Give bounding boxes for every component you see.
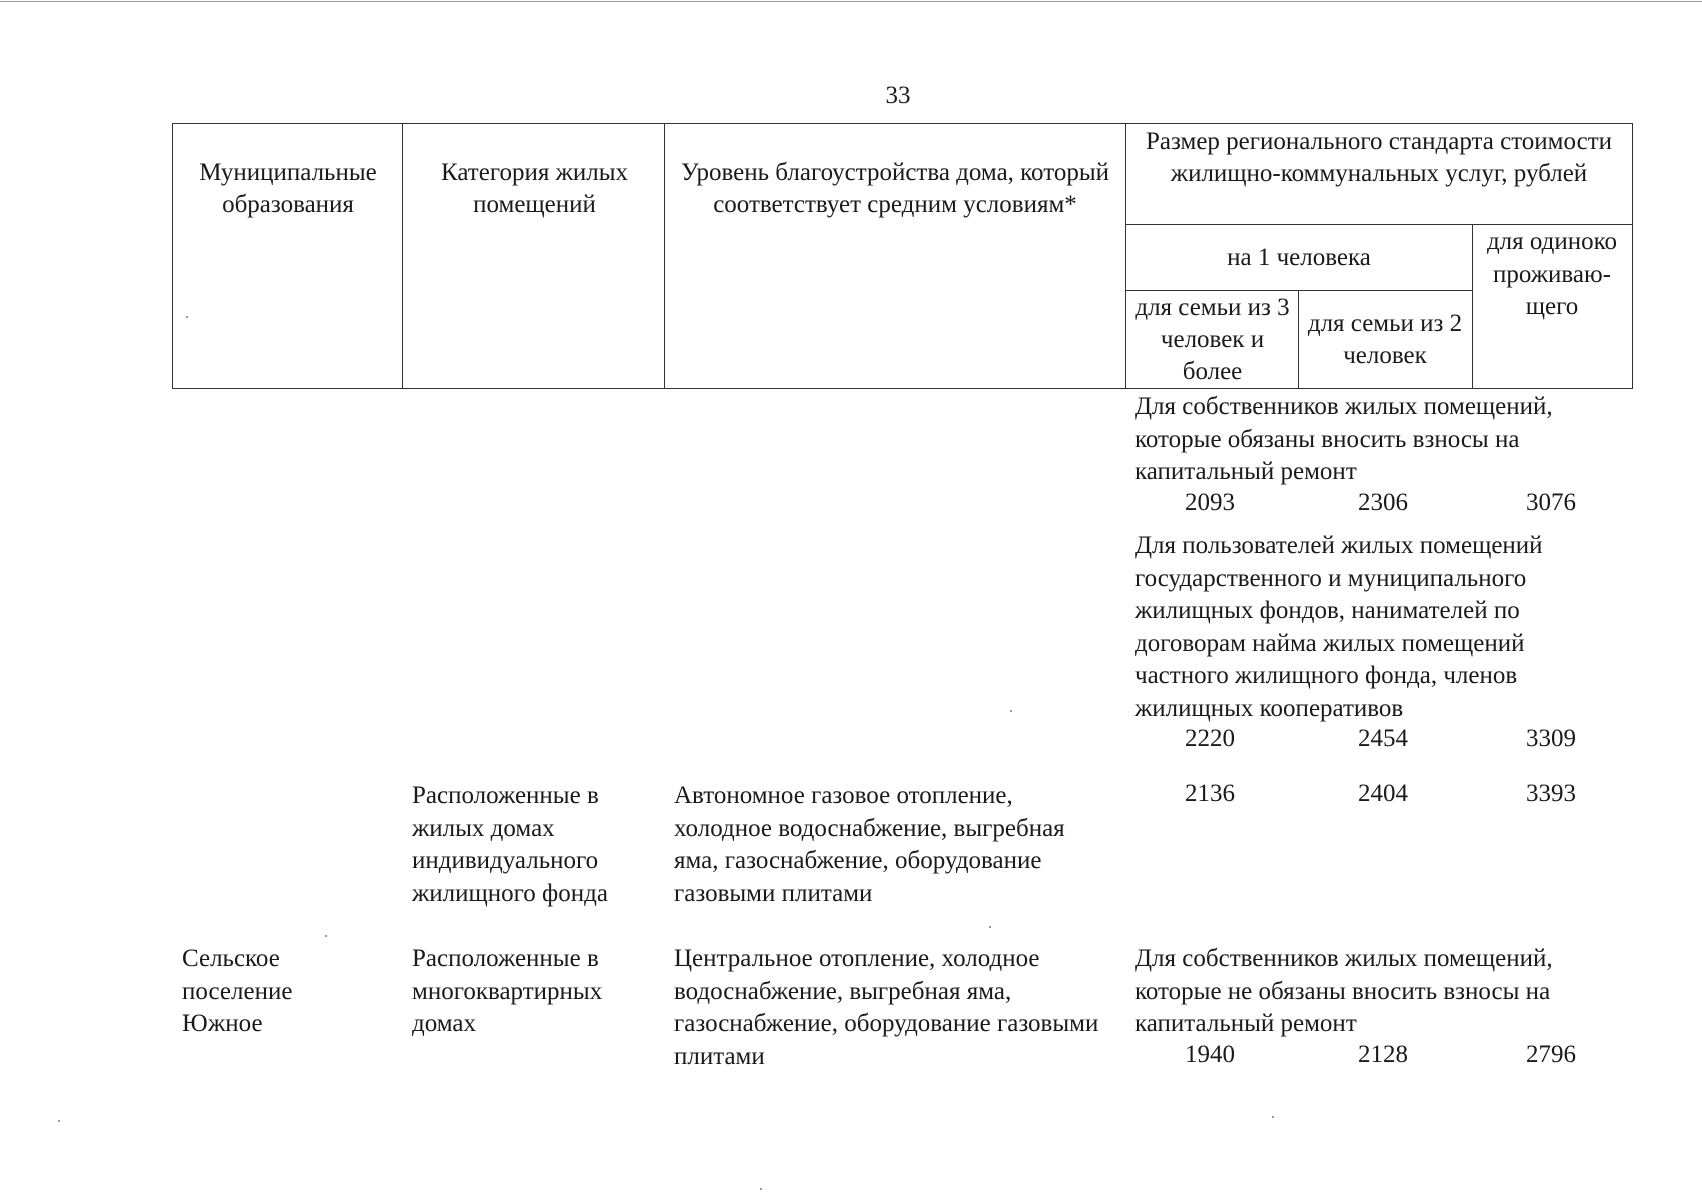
row-note: Для собственников жилых помещений, которые не обязаны вносить взносы на капитальный ремонт [1135, 945, 1553, 1037]
value-single: 3309 [1526, 725, 1576, 752]
value-family-3: 2136 [1185, 780, 1235, 807]
value-single: 3393 [1526, 780, 1576, 807]
table-line [172, 123, 1633, 124]
row-municipality: Сельское поселение Южное [182, 945, 293, 1037]
scan-speck [58, 1120, 60, 1122]
value-family-2: 2404 [1358, 780, 1408, 807]
header-family-2: для семьи из 2 человек [1307, 310, 1463, 369]
header-single: для одиноко проживаю-щего [1486, 228, 1618, 320]
table-line [1298, 290, 1299, 388]
scan-speck [325, 935, 327, 937]
row-note: Для пользователей жилых помещений государственного и муниципального жилищных фондов, нанимателей по договорам найма жилых помещений частного жилищного фонда, членов жилищных кооперативов [1135, 532, 1543, 722]
scan-speck [1010, 710, 1012, 712]
value-family-2: 2454 [1358, 725, 1408, 752]
header-standard: Размер регионального стандарта стоимости жилищно-коммунальных услуг, рублей [1145, 128, 1613, 187]
value-family-3: 2093 [1185, 489, 1235, 516]
value-family-2: 2306 [1358, 489, 1408, 516]
table-line [172, 123, 173, 388]
table-line [172, 388, 1633, 389]
table-line [402, 123, 403, 388]
scan-speck [760, 1188, 762, 1190]
header-level: Уровень благоустройства дома, который соответствует средним условиям* [681, 159, 1109, 218]
table-line [664, 123, 665, 388]
value-single: 2796 [1526, 1041, 1576, 1068]
page-number: 33 [885, 82, 911, 109]
header-per-person: на 1 человека [1227, 244, 1371, 271]
value-family-3: 2220 [1185, 725, 1235, 752]
header-family-3: для семьи из 3 человек и более [1135, 294, 1290, 385]
row-level: Центральное отопление, холодное водоснабжение, выгребная яма, газоснабжение, оборудование газовыми плитами [674, 945, 1099, 1070]
row-category: Расположенные в многоквартирных домах [412, 945, 603, 1037]
header-municipality: Муниципальные образования [199, 159, 377, 218]
value-single: 3076 [1526, 489, 1576, 516]
row-level: Автономное газовое отопление, холодное водоснабжение, выгребная яма, газоснабжение, оборудование газовыми плитами [674, 782, 1065, 907]
value-family-2: 2128 [1358, 1041, 1408, 1068]
table-line [1125, 290, 1473, 291]
table-line [1125, 123, 1126, 388]
value-family-3: 1940 [1185, 1041, 1235, 1068]
table-line [1125, 224, 1633, 225]
table-line [1472, 224, 1473, 388]
scan-speck [989, 926, 991, 928]
top-border-line [0, 1, 1702, 2]
scan-speck [186, 316, 188, 318]
row-category: Расположенные в жилых домах индивидуального жилищного фонда [412, 782, 608, 907]
table-line [1632, 123, 1633, 388]
scan-speck [1272, 1116, 1274, 1118]
row-note: Для собственников жилых помещений, которые обязаны вносить взносы на капитальный ремонт [1135, 393, 1553, 485]
header-category: Категория жилых помещений [441, 159, 628, 218]
